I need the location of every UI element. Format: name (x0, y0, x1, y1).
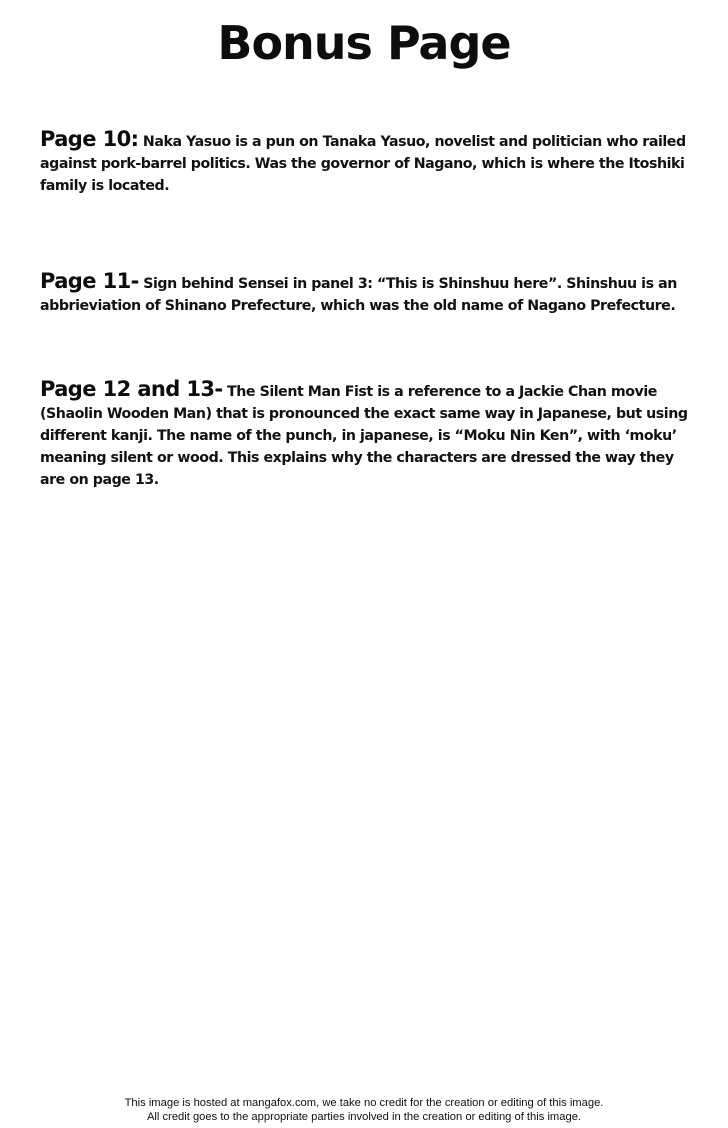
note-text: The Silent Man Fist is a reference to a Jackie Chan movie (Shaolin Wooden Man) that is pronounced the exact same way in Japanese, but using different kanji. The name of the punch, in japanese, is “Moku Nin Ken”, with ‘moku’ meaning silent or wood. This explains why the characters are dressed the way they are on page 13. (40, 384, 688, 488)
footer-line-2: All credit goes to the appropriate parties involved in the creation or editing of this image. (146, 1111, 582, 1123)
note-label: Page 12 and 13- (40, 377, 223, 401)
note-label: Page 11- (40, 269, 139, 293)
hosting-credit-footer (0, 1096, 728, 1124)
note-page-11 (40, 270, 700, 317)
note-page-12-13 (40, 378, 700, 491)
note-label: Page 10: (40, 127, 139, 151)
page-title: Bonus Page (217, 16, 511, 70)
note-page-10 (40, 128, 700, 197)
note-text: Sign behind Sensei in panel 3: “This is Shinshuu here”. Shinshuu is an abbrieviation of Shinano Prefecture, which was the old name of Nagano Prefecture. (40, 276, 677, 314)
footer-line-1: This image is hosted at mangafox.com, we take no credit for the creation or editing of this image. (124, 1097, 604, 1109)
note-text: Naka Yasuo is a pun on Tanaka Yasuo, novelist and politician who railed against pork-barrel politics. Was the governor of Nagano, which is where the Itoshiki family is located. (40, 134, 686, 194)
